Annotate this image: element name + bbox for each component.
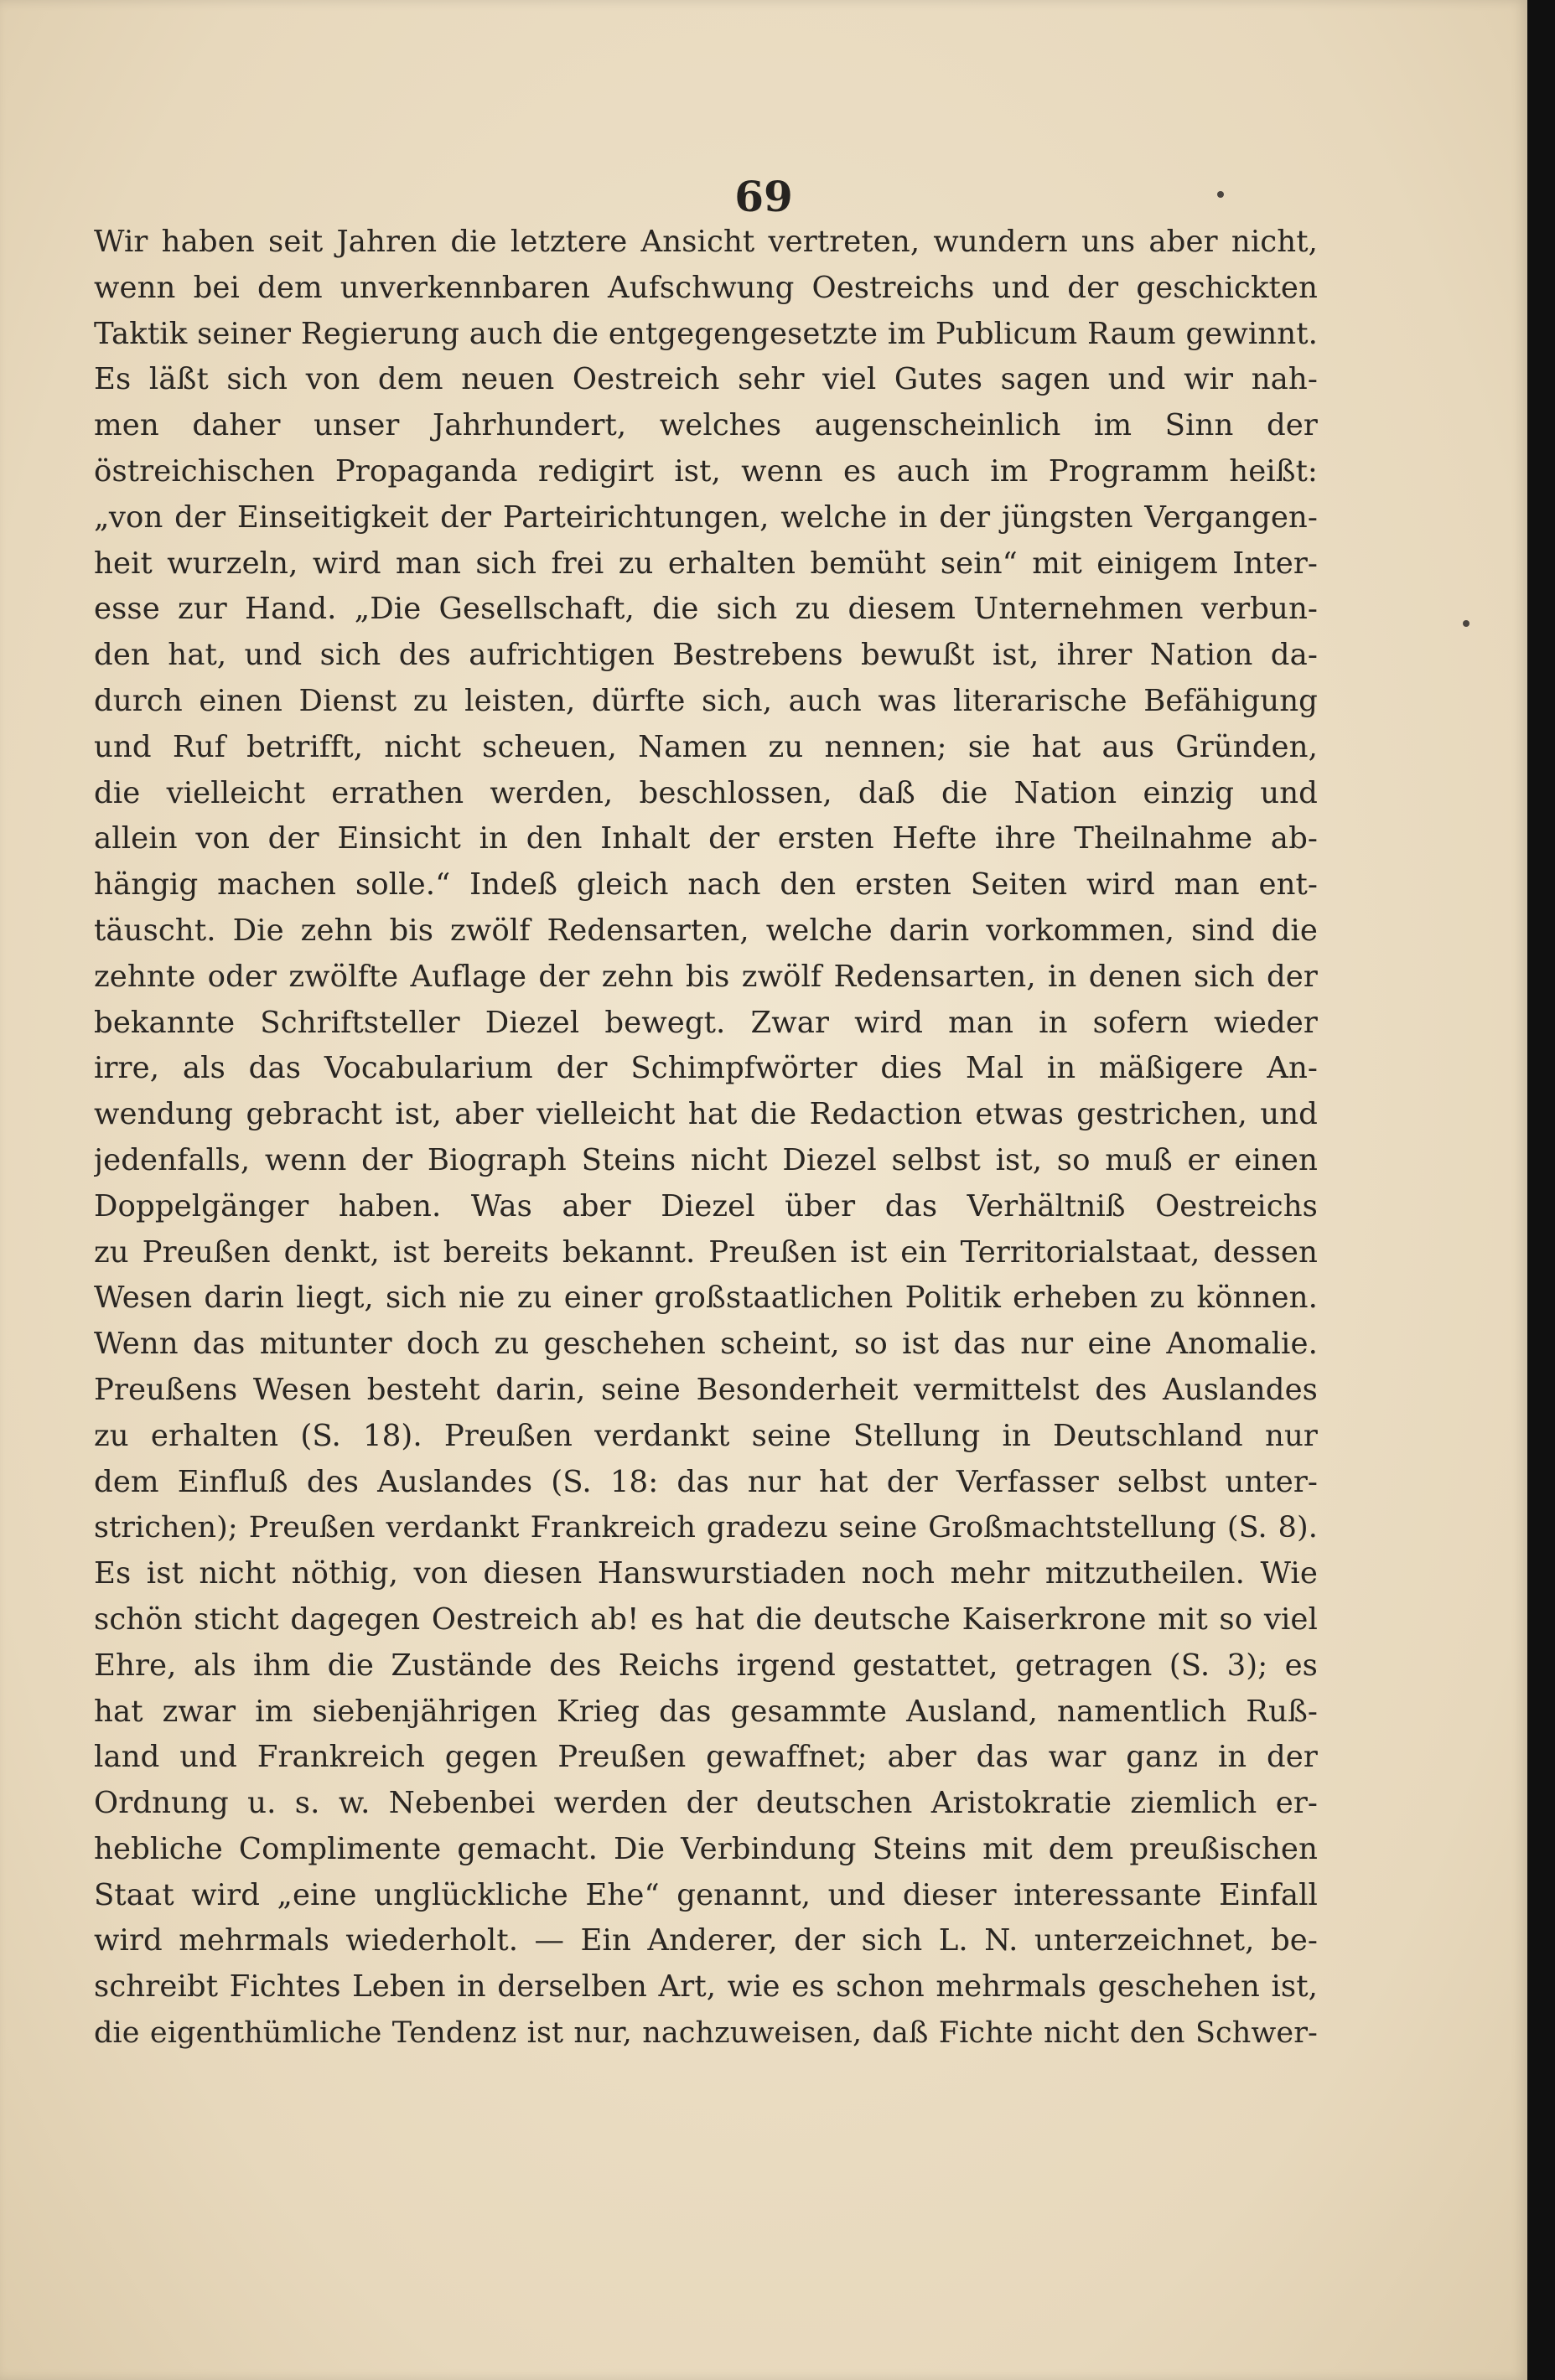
text-line: hat zwar im siebenjährigen Krieg das gesammte Ausland, namentlich Ruß-: [94, 1694, 1318, 1729]
text-line: zu Preußen denkt, ist bereits bekannt. Preußen ist ein Territorialstaat, dessen: [94, 1234, 1318, 1270]
text-line: zehnte oder zwölfte Auflage der zehn bis zwölf Redensarten, in denen sich der: [94, 959, 1318, 994]
text-line: jedenfalls, wenn der Biograph Steins nicht Diezel selbst ist, so muß er einen: [94, 1142, 1318, 1177]
text-line: den hat, und sich des aufrichtigen Bestrebens bewußt ist, ihrer Nation da-: [94, 638, 1318, 673]
text-line: östreichischen Propaganda redigirt ist, wenn es auch im Programm heißt:: [94, 453, 1318, 489]
text-line: die eigenthümliche Tendenz ist nur, nachzuweisen, daß Fichte nicht den Schwer-: [94, 2016, 1318, 2051]
text-line: heit wurzeln, wird man sich frei zu erhalten bemüht sein“ mit einigem Inter-: [94, 546, 1318, 581]
text-line: bekannte Schriftsteller Diezel bewegt. Zwar wird man in sofern wieder: [94, 1005, 1318, 1040]
body-text: [94, 220, 1318, 2057]
text-line: allein von der Einsicht in den Inhalt der ersten Hefte ihre Theilnahme ab-: [94, 821, 1318, 856]
text-line: men daher unser Jahrhundert, welches augenscheinlich im Sinn der: [94, 408, 1318, 443]
text-line: schreibt Fichtes Leben in derselben Art, wie es schon mehrmals geschehen ist,: [94, 1969, 1318, 2005]
page-number: 69: [734, 172, 793, 221]
text-line: Wesen darin liegt, sich nie zu einer großstaatlichen Politik erheben zu können.: [94, 1281, 1318, 1316]
text-line: land und Frankreich gegen Preußen gewaffnet; aber das war ganz in der: [94, 1740, 1318, 1775]
text-line: täuscht. Die zehn bis zwölf Redensarten, welche darin vorkommen, sind die: [94, 913, 1318, 948]
text-line: Taktik seiner Regierung auch die entgegengesetzte im Publicum Raum gewinnt.: [94, 316, 1318, 351]
text-line: die vielleicht errathen werden, beschlossen, daß die Nation einzig und: [94, 775, 1318, 810]
text-line: irre, als das Vocabularium der Schimpfwörter dies Mal in mäßigere An-: [94, 1051, 1318, 1086]
text-line: strichen); Preußen verdankt Frankreich gradezu seine Großmachtstellung (S. 8).: [94, 1511, 1318, 1545]
ink-speck: [1463, 620, 1469, 627]
text-line: Preußens Wesen besteht darin, seine Besonderheit vermittelst des Auslandes: [94, 1372, 1318, 1407]
text-line: Ordnung u. s. w. Nebenbei werden der deutschen Aristokratie ziemlich er-: [94, 1786, 1318, 1821]
text-line: „von der Einseitigkeit der Parteirichtungen, welche in der jüngsten Vergangen-: [94, 499, 1318, 535]
text-line: hängig machen solle.“ Indeß gleich nach den ersten Seiten wird man ent-: [94, 867, 1318, 903]
text-line: durch einen Dienst zu leisten, dürfte sich, auch was literarische Befähigung: [94, 683, 1318, 718]
text-line: wendung gebracht ist, aber vielleicht hat die Redaction etwas gestrichen, und: [94, 1097, 1318, 1132]
ink-speck: [1217, 191, 1224, 198]
text-line: Wenn das mitunter doch zu geschehen scheint, so ist das nur eine Anomalie.: [94, 1327, 1318, 1362]
text-line: schön sticht dagegen Oestreich ab! es hat die deutsche Kaiserkrone mit so viel: [94, 1601, 1318, 1637]
text-line: esse zur Hand. „Die Gesellschaft, die sich zu diesem Unternehmen verbun-: [94, 592, 1318, 627]
text-line: Ehre, als ihm die Zustände des Reichs irgend gestattet, getragen (S. 3); es: [94, 1648, 1318, 1683]
text-line: Es ist nicht nöthig, von diesen Hanswurstiaden noch mehr mitzutheilen. Wie: [94, 1556, 1318, 1591]
text-line: Doppelgänger haben. Was aber Diezel über das Verhältniß Oestreichs: [94, 1188, 1318, 1224]
text-line: wenn bei dem unverkennbaren Aufschwung Oestreichs und der geschickten: [94, 270, 1318, 305]
text-line: und Ruf betrifft, nicht scheuen, Namen zu nennen; sie hat aus Gründen,: [94, 729, 1318, 764]
text-line: wird mehrmals wiederholt. — Ein Anderer, der sich L. N. unterzeichnet, be-: [94, 1923, 1318, 1958]
text-line: zu erhalten (S. 18). Preußen verdankt seine Stellung in Deutschland nur: [94, 1418, 1318, 1453]
text-line: hebliche Complimente gemacht. Die Verbindung Steins mit dem preußischen: [94, 1831, 1318, 1866]
text-line: Es läßt sich von dem neuen Oestreich sehr viel Gutes sagen und wir nah-: [94, 362, 1318, 397]
text-line: dem Einfluß des Auslandes (S. 18: das nur hat der Verfasser selbst unter-: [94, 1464, 1318, 1499]
scan-background-edge: [1527, 0, 1555, 2380]
text-line: Wir haben seit Jahren die letztere Ansicht vertreten, wundern uns aber nicht,: [94, 225, 1318, 259]
text-line: Staat wird „eine unglückliche Ehe“ genannt, und dieser interessante Einfall: [94, 1877, 1318, 1912]
